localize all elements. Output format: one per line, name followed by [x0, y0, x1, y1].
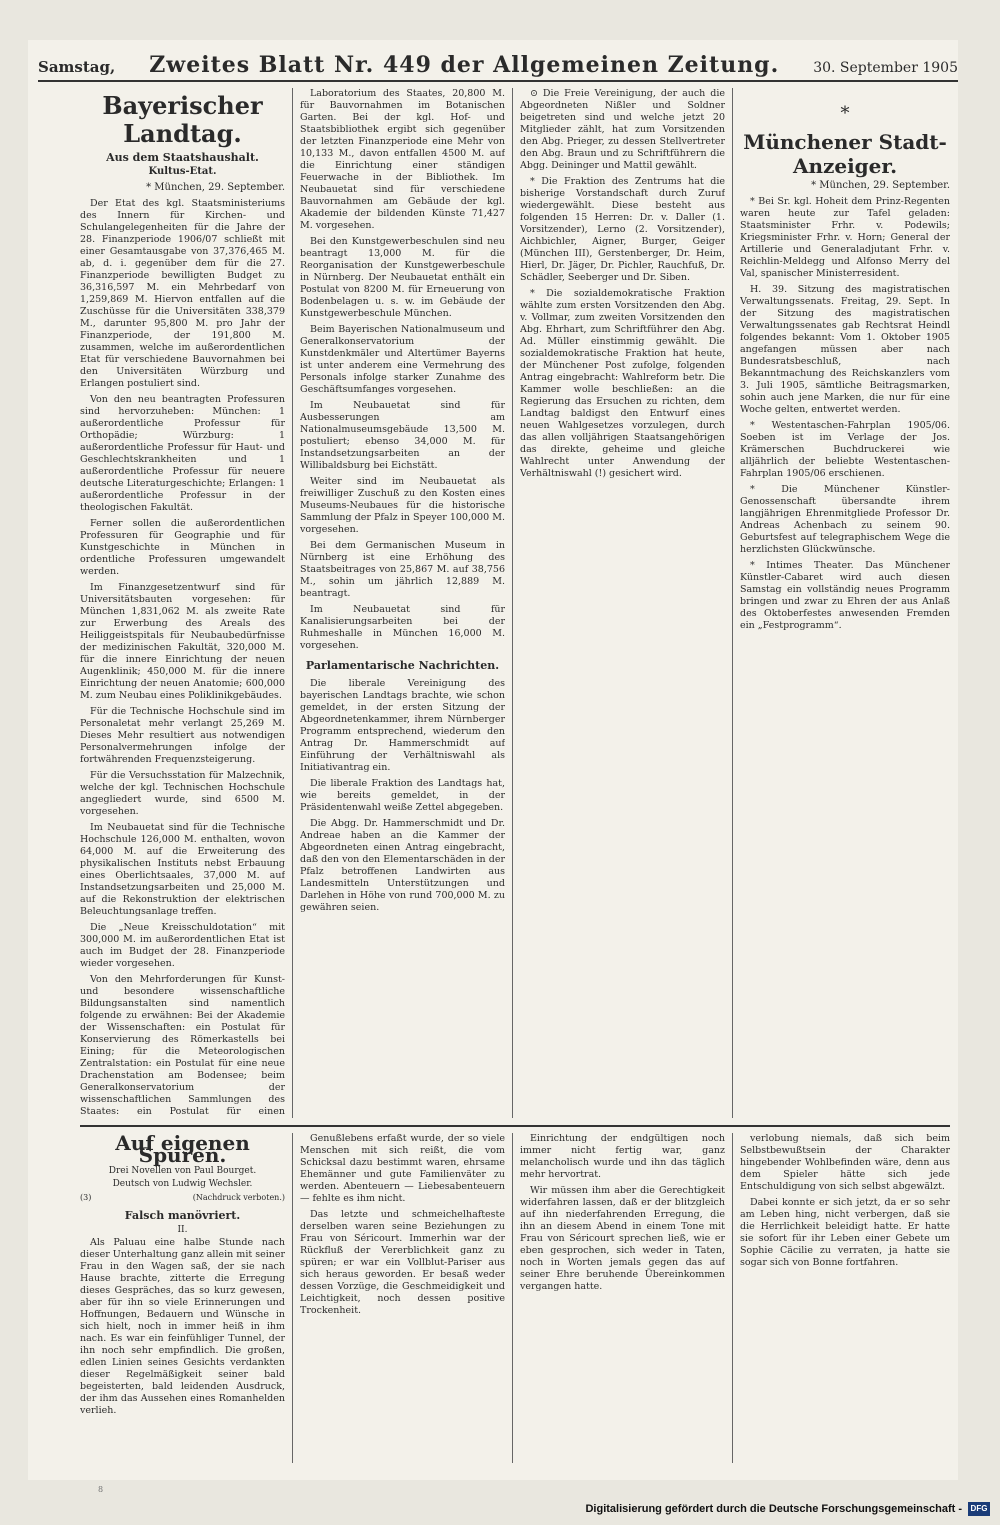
column-divider [292, 1133, 293, 1463]
column-divider [292, 88, 293, 1118]
novel-column [80, 1133, 285, 1463]
paragraph: Ferner sollen die außerordentlichen Professuren für Geographie und für Kunstgeschichte in München in ordentliche Professuren umgewandelt werden. [80, 518, 285, 577]
landtag-subsection: Kultus-Etat. [148, 166, 217, 177]
section-star: * [840, 103, 850, 124]
paragraph: Als Paluau eine halbe Stunde nach dieser Unterhaltung ganz allein mit seiner Frau in den Wagen saß, der sie nach Hause brachte, zitterte die Erregung dieses Gespräches, das so kurz gewesen, aber für ihn so viele Erinnerungen und Hoffnungen, Bedauern und Wünsche in sich hielt, noch in immer heiß in ihm nach. Es war ein feinfühliger Tunnel, der ihn noch sehr empfindlich. Die großen, edlen Linien seines Gesichts verdankten dieser Regelmäßigkeit seiner bald begeisterten, bald leidenden Ausdruck, der ihm das Aussehen eines Romanhelden verlieh. [80, 1237, 285, 1416]
column-divider [512, 1133, 513, 1463]
paragraph: * Intimes Theater. Das Münchener Künstler-Cabaret wird auch diesen Samstag ein vollständig neues Programm bringen und zwar zu Ehren der aus Anlaß des Oktoberfestes anwesenden Fremden ein „Festprogramm“. [740, 560, 950, 631]
paragraph: verlobung niemals, daß sich beim Selbstbewußtsein der Charakter hingebender Wohlbefinden wäre, denn aus dem Spieler hätte sich jede Entschuldigung von sich selbst abgewälzt. [740, 1133, 950, 1192]
paragraph: Wir müssen ihm aber die Gerechtigkeit widerfahren lassen, daß er der blitzgleich auf ihn niederfahrenden Erregung, die ihn an diesem Abend in einem Tone mit Frau von Séricourt sprechen ließ, wie er eben gesprochen, sich weder in Taten, noch in Worten jemals gegen das auf seiner Ehre beruhende Übereinkommen vergangen hatte. [520, 1185, 725, 1292]
novel-column-4 [740, 1133, 950, 1463]
paragraph: Der Etat des kgl. Staatsministeriums des Innern für Kirchen- und Schulangelegenheiten für die Jahre der 28. Finanzperiode 1906/07 schließt mit einer Gesamtausgabe von 37,376,465 M. ab, d. i. gegenüber dem für die 27. Finanzperiode bewilligten Budget zu 36,316,597 M. ein Mehrbedarf von 1,259,869 M. Hiervon entfallen auf die Zuschüsse für die Universitäten 338,379 M., darunter 95,800 M. pro Jahr der Finanzperiode, der 191,800 M. zusammen, welche im außerordentlichen Etat für verschiedene Bauvornahmen bei den Universitäten Würzburg und Erlangen postuliert sind. [80, 198, 285, 389]
chapter-title: Falsch manövriert. [124, 1209, 241, 1222]
digitization-footer [530, 1500, 990, 1518]
novel-translator: Deutsch von Ludwig Wechsler. [112, 1179, 253, 1189]
novel-column-3 [520, 1133, 725, 1463]
landtag-dateline: * München, 29. September. [146, 182, 285, 193]
masthead-date: 30. September 1905 [813, 60, 958, 76]
parlamentarische-title: Parlamentarische Nachrichten. [305, 659, 500, 672]
paragraph: Für die Versuchsstation für Malzechnik, welche der kgl. Technischen Hochschule angegliedert wurde, sind 6500 M. vorgesehen. [80, 770, 285, 817]
paragraph: Laboratorium des Staates, 20,800 M. für Bauvornahmen im Botanischen Garten. Bei der kgl. Hof- und Staatsbibliothek ergibt sich gegenüber der letzten Finanzperiode eine Mehr von 10,133 M., davon entfallen 4500 M. auf die Einrichtung einer ständigen Feuerwache in der Bibliothek. Im Neubauetat sind für verschiedene Bauvornahmen am Gebäude der kgl. Akademie der bildenden Künste 71,427 M. vorgesehen. [300, 88, 505, 231]
novel-subtitle: Drei Novellen von Paul Bourget. [108, 1166, 257, 1176]
paragraph: * Bei Sr. kgl. Hoheit dem Prinz-Regenten waren heute zur Tafel geladen: Staatsminister Frhr. v. Podewils; Kriegsminister Frhr. v. Horn; General der Artillerie und Generaladjutant Frhr. v. Reichlin-Meldegg und Alfonso Merry del Val, spanischer Ministerresident. [740, 196, 950, 279]
paragraph: Im Neubauetat sind für Ausbesserungen am Nationalmuseumsgebäude 13,500 M. postuliert; ebenso 34,000 M. für Instandsetzungsarbeiten an der Willibaldsburg bei Eichstätt. [300, 400, 505, 471]
masthead-day: Samstag, [38, 58, 116, 76]
column-stadt-anzeiger [740, 88, 950, 1118]
masthead [38, 50, 958, 82]
stadt-dateline: * München, 29. September. [811, 180, 950, 191]
paragraph: Von den Mehrforderungen für Kunst- und besondere wissenschaftliche Bildungsanstalten sind namentlich folgende zu erwähnen: Bei der Akademie der Wissenschaften: ein Postulat für Konservierung des Römerkastells bei Eining; für die Meteorologischen Zentralstation: ein Postulat für eine neue Drachenstation am Bodensee; beim Generalkonservatorium der wissenschaftlichen Sammlungen des Staates: ein Postulat für einen [80, 974, 285, 1117]
paragraph: Für die Technische Hochschule sind im Personaletat mehr verlangt 25,269 M. Dieses Mehr resultiert aus notwendigen Personalvermehrungen infolge der fortwährenden Frequenzsteigerung. [80, 706, 285, 765]
column-kultus-cont [300, 88, 505, 1118]
column-fraktionen [520, 88, 725, 1118]
paragraph: Genußlebens erfaßt wurde, der so viele Menschen mit sich reißt, die vom Schicksal dazu bestimmt waren, ehrsame Ehemänner und gute Familienväter zu werden. Abenteuern — Liebesabenteuern — fehlte es ihm nicht. [300, 1133, 505, 1204]
column-landtag [80, 88, 285, 1118]
paragraph: Bei den Kunstgewerbeschulen sind neu beantragt 13,000 M. für die Reorganisation der Kunstgewerbeschule in Nürnberg. Der Neubauetat enthält ein Postulat von 8200 M. für Erneuerung von Bodenbelagen u. s. w. im Gebäude der Kunstgewerbeschule München. [300, 236, 505, 319]
paragraph: ⊙ Die Freie Vereinigung, der auch die Abgeordneten Nißler und Soldner beigetreten sind und welche jetzt 20 Mitglieder zählt, hat zum Vorsitzenden den Abg. Prieger, zu dessen Stellvertreter den Abg. Braun und zu Schriftführern die Abgg. Deininger und Mattil gewählt. [520, 88, 725, 171]
paragraph: Die „Neue Kreisschuldotation“ mit 300,000 M. im außerordentlichen Etat ist auch im Budget der 28. Finanzperiode wieder vorgesehen. [80, 922, 285, 969]
footer-text: Digitalisierung gefördert durch die Deutsche Forschungsgemeinschaft - [585, 1503, 962, 1515]
stadt-anzeiger-title: Münchener Stadt-Anzeiger. [743, 130, 947, 178]
page-mark: 8 [98, 1485, 104, 1494]
paragraph: * Die Münchener Künstler-Genossenschaft übersandte ihrem langjährigen Ehrenmitgliede Professor Dr. Andreas Achenbach zu seinem 90. Geburtsfest auf telegraphischem Wege die herzlichsten Glückwünsche. [740, 484, 950, 555]
paragraph: Im Finanzgesetzentwurf sind für Universitätsbauten vorgesehen: für München 1,831,062 M. als zweite Rate zur Erwerbung des Areals des Heiliggeistspitals für Neubaubedürfnisse der medizinischen Fakultät, 320,000 M. für die innere Einrichtung der neuen Augenklinik; 450,000 M. für die innere Einrichtung der neuen Anatomie; 600,000 M. zum Neubau eines Poliklinikgebäudes. [80, 582, 285, 701]
paragraph: H. 39. Sitzung des magistratischen Verwaltungssenats. Freitag, 29. Sept. In der Sitzung des magistratischen Verwaltungssenates gab Rechtsrat Heindl folgendes bekannt: Vom 1. Oktober 1905 angefangen müssen aber nach Bundesratsbeschluß, nach Bekanntmachung des Reichskanzlers vom 3. Juli 1905, sämtliche Beitragsmarken, sohin auch jene Marken, die nur für eine Woche gelten, entwertet werden. [740, 284, 950, 415]
paragraph: * Westentaschen-Fahrplan 1905/06. Soeben ist im Verlage der Jos. Krämerschen Buchdruckerei wie alljährlich der beliebte Westentaschen-Fahrplan 1905/06 erschienen. [740, 420, 950, 479]
landtag-subtitle: Aus dem Staatshaushalt. [106, 151, 259, 164]
column-divider [512, 88, 513, 1118]
paragraph: Einrichtung der endgültigen noch immer nicht fertig war, ganz melancholisch wurde und ihn das täglich mehr hervortrat. [520, 1133, 725, 1180]
paragraph: Weiter sind im Neubauetat als freiwilliger Zuschuß zu den Kosten eines Museums-Neubaues für die historische Sammlung der Pfalz in Speyer 100,000 M. vorgesehen. [300, 476, 505, 535]
paragraph: Im Neubauetat sind für Kanalisierungsarbeiten bei der Ruhmeshalle in München 16,000 M. vorgesehen. [300, 604, 505, 651]
paragraph: Das letzte und schmeichelhafteste derselben waren seine Beziehungen zu Frau von Séricourt. Immerhin war der Rückfluß der Vererblichkeit ganz zu spüren; er war ein Vollblut-Pariser aus sich heraus geworden. Er besaß weder dessen Vorzüge, die Geschmeidigkeit und Leichtigkeit, noch dessen positive Trockenheit. [300, 1209, 505, 1316]
paragraph: Die liberale Vereinigung des bayerischen Landtags brachte, wie schon gemeldet, in der ersten Sitzung der Abgeordnetenkammer, ihrem Nürnberger Programm entsprechend, wiederum den Antrag Dr. Hammerschmidt auf Einführung der Verhältniswahl als Initiativantrag ein. [300, 678, 505, 773]
paragraph: Dabei konnte er sich jetzt, da er so sehr am Leben hing, nicht verbergen, daß sie die Herrlichkeit beleidigt hatte. Er hatte sie sofort für ihr Leben einer Gebete um Sophie Cäcilie zu verraten, ja hatte sie sogar sich von Bonne fortfahren. [740, 1197, 950, 1268]
paragraph: * Die sozialdemokratische Fraktion wählte zum ersten Vorsitzenden den Abg. v. Vollmar, zum zweiten Vorsitzenden den Abg. Ehrhart, zum Schriftführer den Abg. Ad. Müller einstimmig gewählt. Die sozialdemokratische Fraktion hat heute, der Münchener Post zufolge, folgenden Antrag eingebracht: Wahlreform betr. Die Kammer wolle beschließen: an die Regierung das Ersuchen zu richten, dem Landtag baldigst den Entwurf eines neuen Wahlgesetzes vorzulegen, durch das allen volljährigen Staatsangehörigen das direkte, geheime und gleiche Wahlrecht unter Anwendung der Verhältniswahl (!) gesichert wird. [520, 288, 725, 479]
masthead-title: Zweites Blatt Nr. 449 der Allgemeinen Zeitung. [149, 52, 780, 78]
paragraph: Im Neubauetat sind für die Technische Hochschule 126,000 M. enthalten, wovon 64,000 M. auf die Erweiterung des physikalischen Instituts nebst Erbauung eines Oberlichtsaales, 37,000 M. auf Instandsetzungsarbeiten und 25,000 M. auf die Rekonstruktion der elektrischen Beleuchtungsanlage treffen. [80, 822, 285, 917]
column-divider [732, 88, 733, 1118]
landtag-title: Bayerischer Landtag. [102, 91, 263, 148]
novel-title: Auf eigenen Spuren. [115, 1133, 250, 1167]
feuilleton-divider [80, 1125, 950, 1127]
paragraph: Die Abgg. Dr. Hammerschmidt und Dr. Andreae haben an die Kammer der Abgeordneten einen Antrag eingebracht, daß den von den Elementarschäden in der Pfalz betroffenen Landwirten aus Landesmitteln Unterstützungen und Darlehen in Höhe von rund 700,000 M. zu gewähren seien. [300, 818, 505, 913]
paragraph: Bei dem Germanischen Museum in Nürnberg ist eine Erhöhung des Staatsbeitrages von 25,867 M. auf 38,756 M., sohin um jährlich 12,889 M. beantragt. [300, 540, 505, 599]
column-divider [732, 1133, 733, 1463]
chapter-number: II. [177, 1225, 188, 1235]
dfg-logo-icon: DFG [968, 1502, 990, 1516]
paragraph: * Die Fraktion des Zentrums hat die bisherige Vorstandschaft durch Zuruf wiedergewählt. Diese besteht aus folgenden 15 Herren: Dr. v. Daller (1. Vorsitzender), Lerno (2. Vorsitzender), Aichbichler, Aigner, Burger, Geiger (München III), Gerstenberger, Dr. Heim, Hierl, Dr. Jäger, Dr. Pichler, Rauchfuß, Dr. Schädler, Seeberger und Dr. Siben. [520, 176, 725, 283]
novel-column-2 [300, 1133, 505, 1463]
novel-number: (3) [80, 1193, 92, 1202]
paragraph: Von den neu beantragten Professuren sind hervorzuheben: München: 1 außerordentliche Professur für Orthopädie; Würzburg: 1 außerordentliche Professur für Haut- und Geschlechtskrankheiten und 1 außerordentliche Professur für neuere deutsche Literaturgeschichte; Erlangen: 1 außerordentliche Professur in der theologischen Fakultät. [80, 394, 285, 513]
novel-reprint-note: (Nachdruck verboten.) [192, 1193, 285, 1202]
paragraph: Beim Bayerischen Nationalmuseum und Generalkonservatorium der Kunstdenkmäler und Altertümer Bayerns ist unter anderem eine Vermehrung des Personals infolge starker Zunahme des Geschäftsumfanges vorgesehen. [300, 324, 505, 395]
paragraph: Die liberale Fraktion des Landtags hat, wie bereits gemeldet, in der Präsidentenwahl weiße Zettel abgegeben. [300, 778, 505, 813]
